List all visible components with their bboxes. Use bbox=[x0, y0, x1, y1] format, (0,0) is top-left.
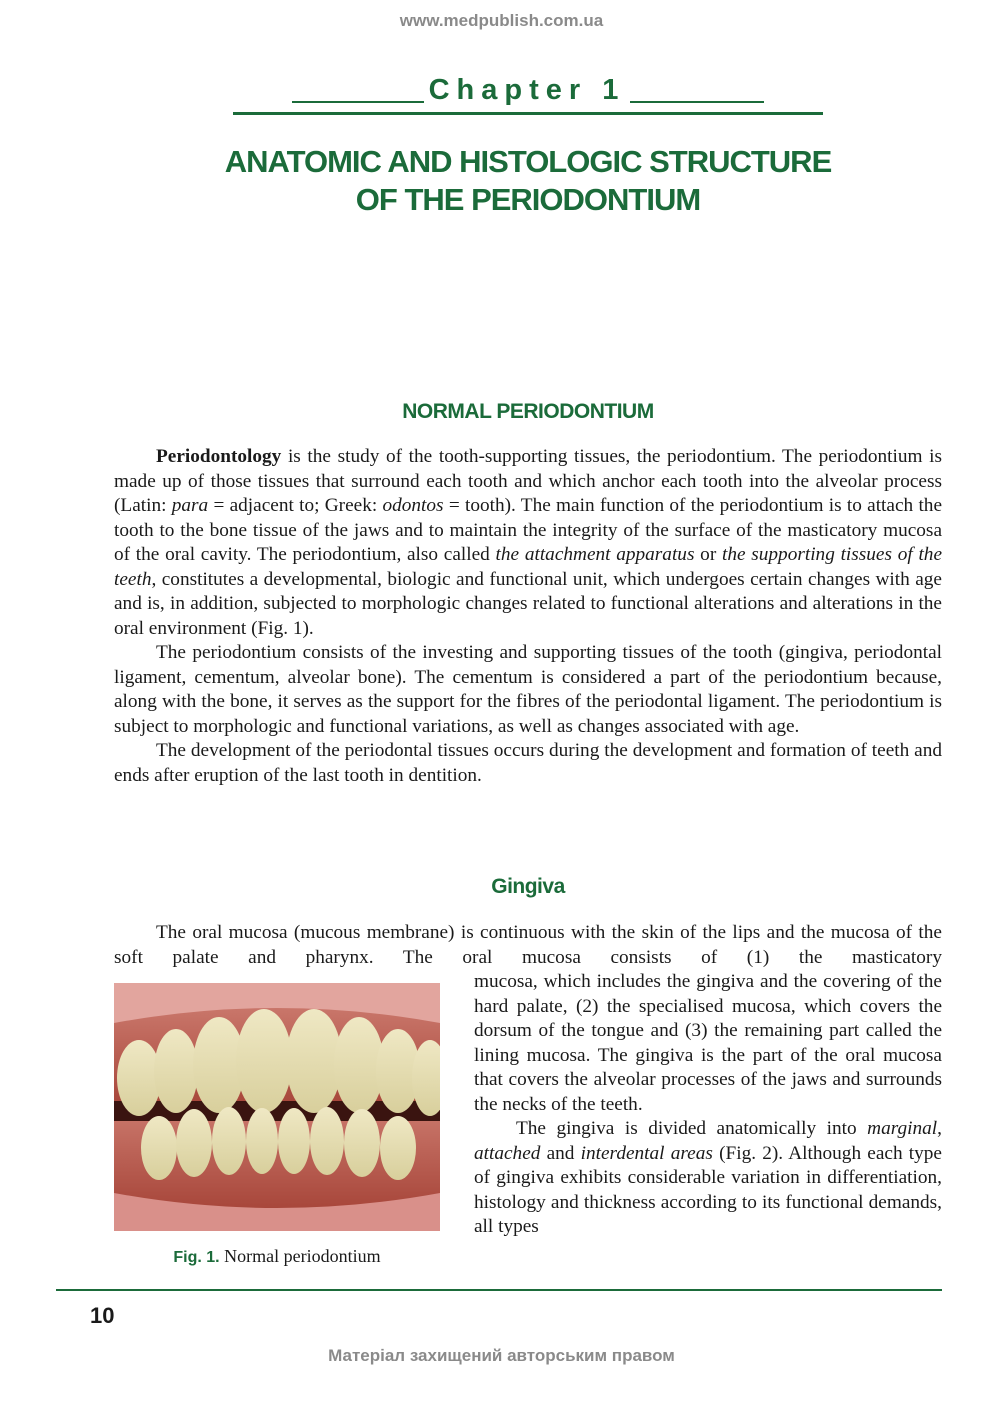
gingiva-column-text bbox=[474, 970, 942, 1240]
footer-rule bbox=[56, 1289, 942, 1291]
copyright-notice: Матеріал захищений авторським правом bbox=[328, 1346, 675, 1365]
section-heading-normal-periodontium: NORMAL PERIODONTIUM bbox=[402, 400, 654, 423]
figure-photo-normal-periodontium bbox=[114, 983, 440, 1231]
chapter-underline-right bbox=[630, 101, 764, 103]
figure-caption-text: Normal periodontium bbox=[219, 1246, 381, 1266]
page-number: 10 bbox=[90, 1303, 115, 1328]
figure-label: Fig. 1. bbox=[173, 1249, 220, 1266]
figure-caption bbox=[114, 1246, 440, 1267]
section-heading-gingiva: Gingiva bbox=[491, 875, 565, 898]
paragraph-oral-mucosa: The oral mucosa (mucous membrane) is continuous with the skin of the lips and the mucosa of the soft palate and pharynx. The oral mucosa consists of (1) the masticatory bbox=[114, 922, 942, 968]
chapter-label: Chapter 1 bbox=[428, 74, 626, 106]
term-periodontology: Periodontology bbox=[156, 446, 282, 467]
chapter-rule bbox=[233, 112, 823, 115]
paragraph-periodontology: Periodontology is the study of the tooth-supporting tissues, the periodontium. The periodontium is made up of those tissues that surround each tooth and which anchor each tooth into the alveolar process (Latin: para = adjacent to; Greek: odontos = tooth). The main function of the periodontium is to attach the tooth to the bone tissue of the jaws and to maintain the integrity of the surface of the masticatory mucosa of the oral cavity. The periodontium, also called the attachment apparatus or the supporting tissues of the teeth, constitutes a developmental, biologic and functional unit, which undergoes certain changes with age and is, in addition, subjected to morphologic changes related to functional alterations and alterations in the oral environment (Fig. 1). bbox=[114, 446, 943, 639]
paragraph-mucosa-types: mucosa, which includes the gingiva and the covering of the hard palate, (2) the specialised mucosa, which covers the dorsum of the tongue and (3) the remaining part called the lining mucosa. The gingiva is the part of the oral mucosa that covers the alveolar processes of the jaws and surrounds the necks of the teeth. bbox=[474, 971, 942, 1115]
chapter-title-line-2: OF THE PERIODONTIUM bbox=[355, 182, 701, 217]
chapter-underline-left bbox=[292, 101, 424, 103]
chapter-title-line-1: ANATOMIC AND HISTOLOGIC STRUCTURE bbox=[224, 144, 832, 179]
paragraph-development: The development of the periodontal tissues occurs during the development and formation of teeth and ends after eruption of the last tooth in dentition. bbox=[114, 740, 942, 786]
chapter-title bbox=[200, 143, 856, 219]
site-url[interactable]: www.medpublish.com.ua bbox=[399, 11, 604, 30]
paragraph-periodontium-components: The periodontium consists of the investing and supporting tissues of the tooth (gingiva, periodontal ligament, cementum, alveolar bone). The cementum is considered a part of the periodontium because, along with the bone, it serves as the support for the fibres of the periodontal ligament. The periodontium is subject to morphologic and functional variations, as well as changes associated with age. bbox=[114, 642, 942, 737]
teeth-photo-illustration bbox=[114, 983, 440, 1231]
body-text-normal-periodontium bbox=[114, 445, 942, 788]
paragraph-gingiva-divisions: The gingiva is divided anatomically into marginal, attached and interdental areas (Fig. 2). Although each type of gingiva exhibits considerable variation in differentiation, histology and thickness according to its functional demands, all types bbox=[474, 1118, 942, 1237]
gingiva-intro bbox=[114, 921, 942, 970]
